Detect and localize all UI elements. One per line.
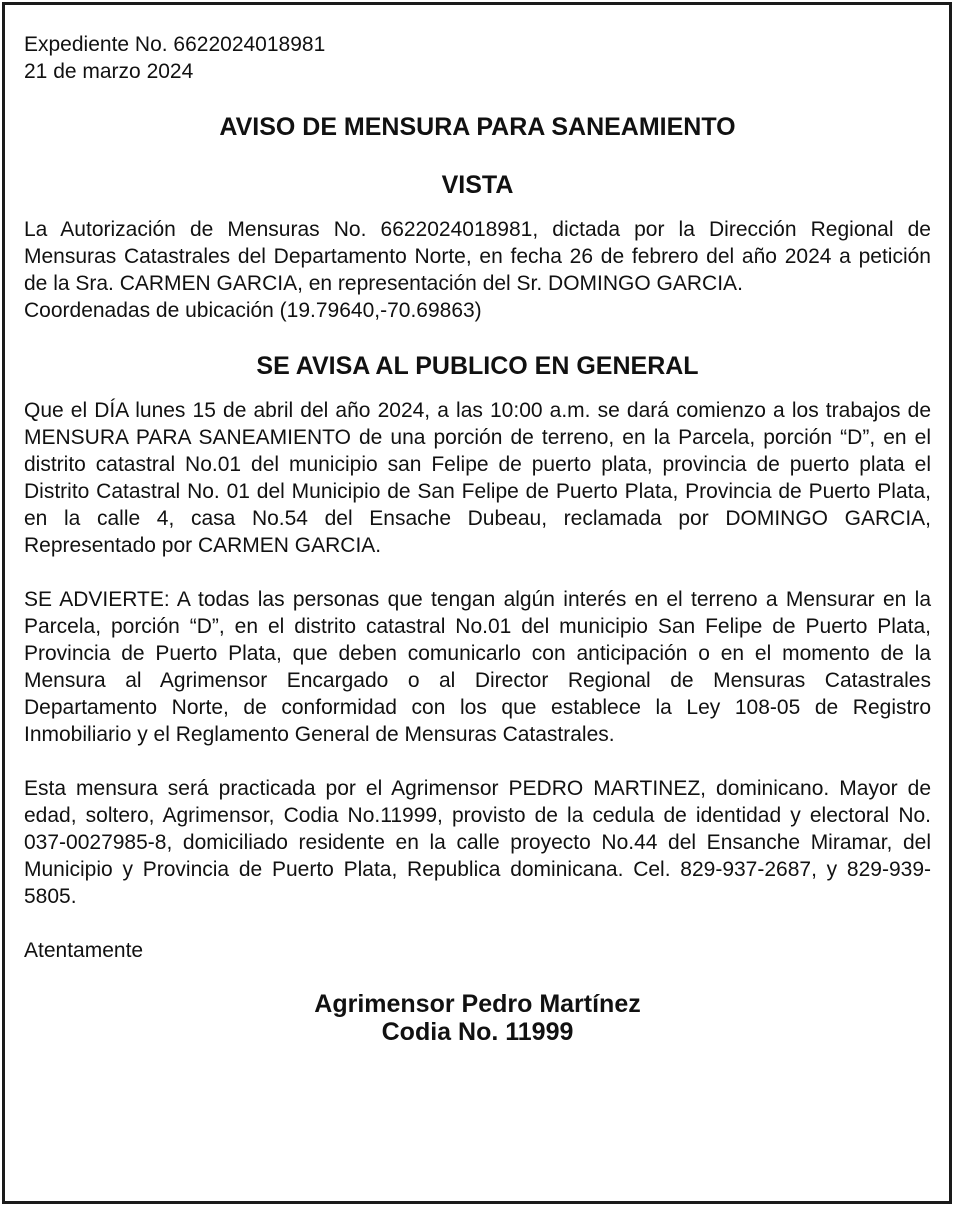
notice-title: AVISO DE MENSURA PARA SANEAMIENTO — [219, 113, 736, 141]
signature-block — [24, 990, 931, 1046]
survey-date-paragraph: Que el DÍA lunes 15 de abril del año 2024, a las 10:00 a.m. se dará comienzo a los trabajos de MENSURA PARA SANEAMIENTO de una porción de terreno, en la Parcela, porción “D”, en el distrito catastral No.01 del municipio san Felipe de puerto plata, provincia de puerto plata el Distrito Catastral No. 01 del Municipio de San Felipe de Puerto Plata, Provincia de Puerto Plata, en la calle 4, casa No.54 del Ensache Dubeau, reclamada por DOMINGO GARCIA, Representado por CARMEN GARCIA. — [24, 399, 931, 557]
surveyor-paragraph: Esta mensura será practicada por el Agrimensor PEDRO MARTINEZ, dominicano. Mayor de edad, soltero, Agrimensor, Codia No.11999, provisto de la cedula de identidad y electoral No. 037-0027985-8, domiciliado residente en la calle proyecto No.44 del Ensanche Miramar, del Municipio y Provincia de Puerto Plata, Republica dominicana. Cel. 829-937-2687, y 829-939-5805. — [24, 777, 931, 908]
autorizacion-paragraph: La Autorización de Mensuras No. 6622024018981, dictada por la Dirección Regional de Mensuras Catastrales del Departamento Norte, en fecha 26 de febrero del año 2024 a petición de la Sra. CARMEN GARCIA, en representación del Sr. DOMINGO GARCIA. — [24, 218, 931, 295]
vista-heading: VISTA — [441, 171, 514, 199]
expediente-number: Expediente No. 6622024018981 — [24, 33, 326, 56]
signatory-codia: Codia No. 11999 — [381, 1018, 574, 1046]
warning-paragraph: SE ADVIERTE: A todas las personas que tengan algún interés en el terreno a Mensurar en la Parcela, porción “D”, en el distrito catastral No.01 del municipio San Felipe de Puerto Plata, Provincia de Puerto Plata, que deben comunicarlo con anticipación o en el momento de la Mensura al Agrimensor Encargado o al Director Regional de Mensuras Catastrales Departamento Norte, de conformidad con los que establece la Ley 108-05 de Registro Inmobiliario y el Reglamento General de Mensuras Catastrales. — [24, 588, 931, 746]
coordinates-line: Coordenadas de ubicación (19.79640,-70.69863) — [24, 299, 482, 322]
closing-salutation: Atentamente — [24, 939, 144, 962]
signatory-name: Agrimensor Pedro Martínez — [314, 990, 641, 1018]
notice-date: 21 de marzo 2024 — [24, 60, 194, 83]
public-notice-heading: SE AVISA AL PUBLICO EN GENERAL — [256, 352, 699, 380]
notice-content — [24, 31, 931, 1046]
notice-frame — [2, 2, 952, 1204]
